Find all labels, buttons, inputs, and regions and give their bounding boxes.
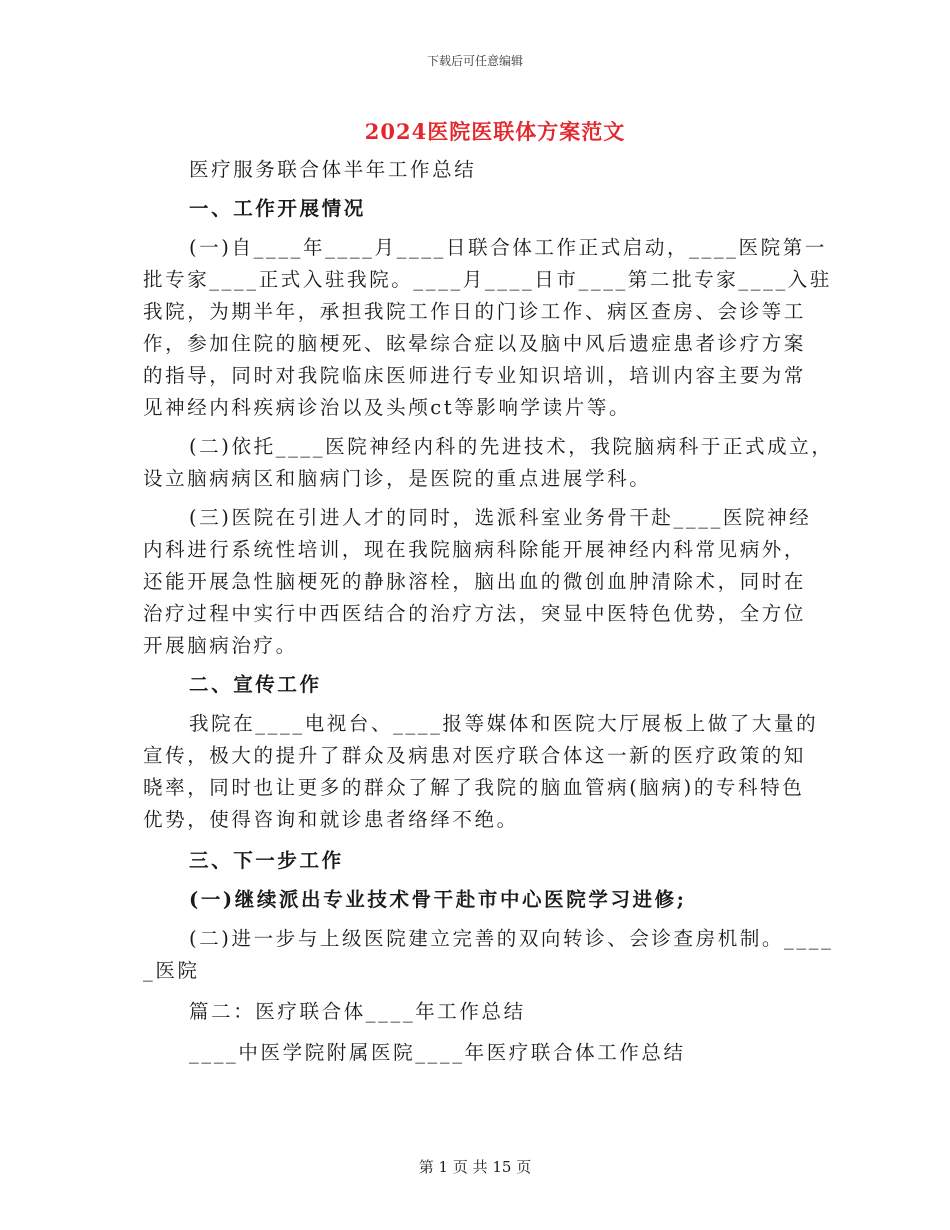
paragraph-line: (二)进一步与上级医院建立完善的双向转诊、会诊查房机制。____: [189, 927, 834, 950]
section-heading-2: 二、宣传工作: [189, 673, 322, 696]
paragraph-line: 治疗过程中实行中西医结合的治疗方法，突显中医特色优势，全方位: [143, 602, 807, 625]
bold-item-line: (一)继续派出专业技术骨干赴市中心医院学习进修;: [189, 888, 687, 911]
part-two-title: 篇二：医疗联合体____年工作总结: [189, 1000, 526, 1023]
part-two-subtitle: ____中医学院附属医院____年医疗联合体工作总结: [189, 1041, 686, 1064]
paragraph-line: 见神经内科疾病诊治以及头颅ct等影响学读片等。: [143, 396, 632, 419]
paragraph-line: 批专家____正式入驻我院。____月____日市____第二批专家____入驻: [143, 268, 832, 291]
page-number: 第 1 页 共 15 页: [418, 1158, 532, 1176]
section-heading-3: 三、下一步工作: [189, 849, 344, 872]
paragraph-line: 宣传，极大的提升了群众及病患对医疗联合体这一新的医疗政策的知: [143, 744, 807, 767]
section-heading-1: 一、工作开展情况: [189, 197, 366, 220]
paragraph-line: 优势，使得咨询和就诊患者络绎不绝。: [143, 808, 519, 831]
paragraph-line: 设立脑病病区和脑病门诊，是医院的重点进展学科。: [143, 467, 652, 490]
paragraph-line: (一)自____年____月____日联合体工作正式启动，____医院第一: [189, 236, 827, 259]
document-body: [143, 154, 834, 1069]
paragraph-line: 的指导，同时对我院临床医师进行专业知识培训，培训内容主要为常: [143, 364, 807, 387]
subtitle-line: 医疗服务联合体半年工作总结: [189, 158, 477, 181]
paragraph-line: 还能开展急性脑梗死的静脉溶栓，脑出血的微创血肿清除术，同时在: [143, 570, 807, 593]
paragraph-line: (二)依托____医院神经内科的先进技术，我院脑病科于正式成立，: [189, 435, 834, 458]
paragraph-line: 晓率，同时也让更多的群众了解了我院的脑血管病(脑病)的专科特色: [143, 776, 805, 799]
paragraph-line: 我院，为期半年，承担我院工作日的门诊工作、病区查房、会诊等工: [143, 300, 807, 323]
page-header-note: 下载后可任意编辑: [426, 54, 523, 68]
paragraph-line: 我院在____电视台、____报等媒体和医院大厅展板上做了大量的: [189, 712, 819, 735]
paragraph-line: (三)医院在引进人才的同时，选派科室业务骨干赴____医院神经: [189, 506, 812, 529]
paragraph-line: 作，参加住院的脑梗死、眩晕综合症以及脑中风后遗症患者诊疗方案: [143, 332, 807, 355]
document-title: 2024医院医联体方案范文: [364, 119, 626, 144]
paragraph-line: 开展脑病治疗。: [143, 634, 298, 657]
paragraph-line: 内科进行系统性培训，现在我院脑病科除能开展神经内科常见病外，: [143, 538, 807, 561]
paragraph-line: _医院: [143, 959, 200, 982]
